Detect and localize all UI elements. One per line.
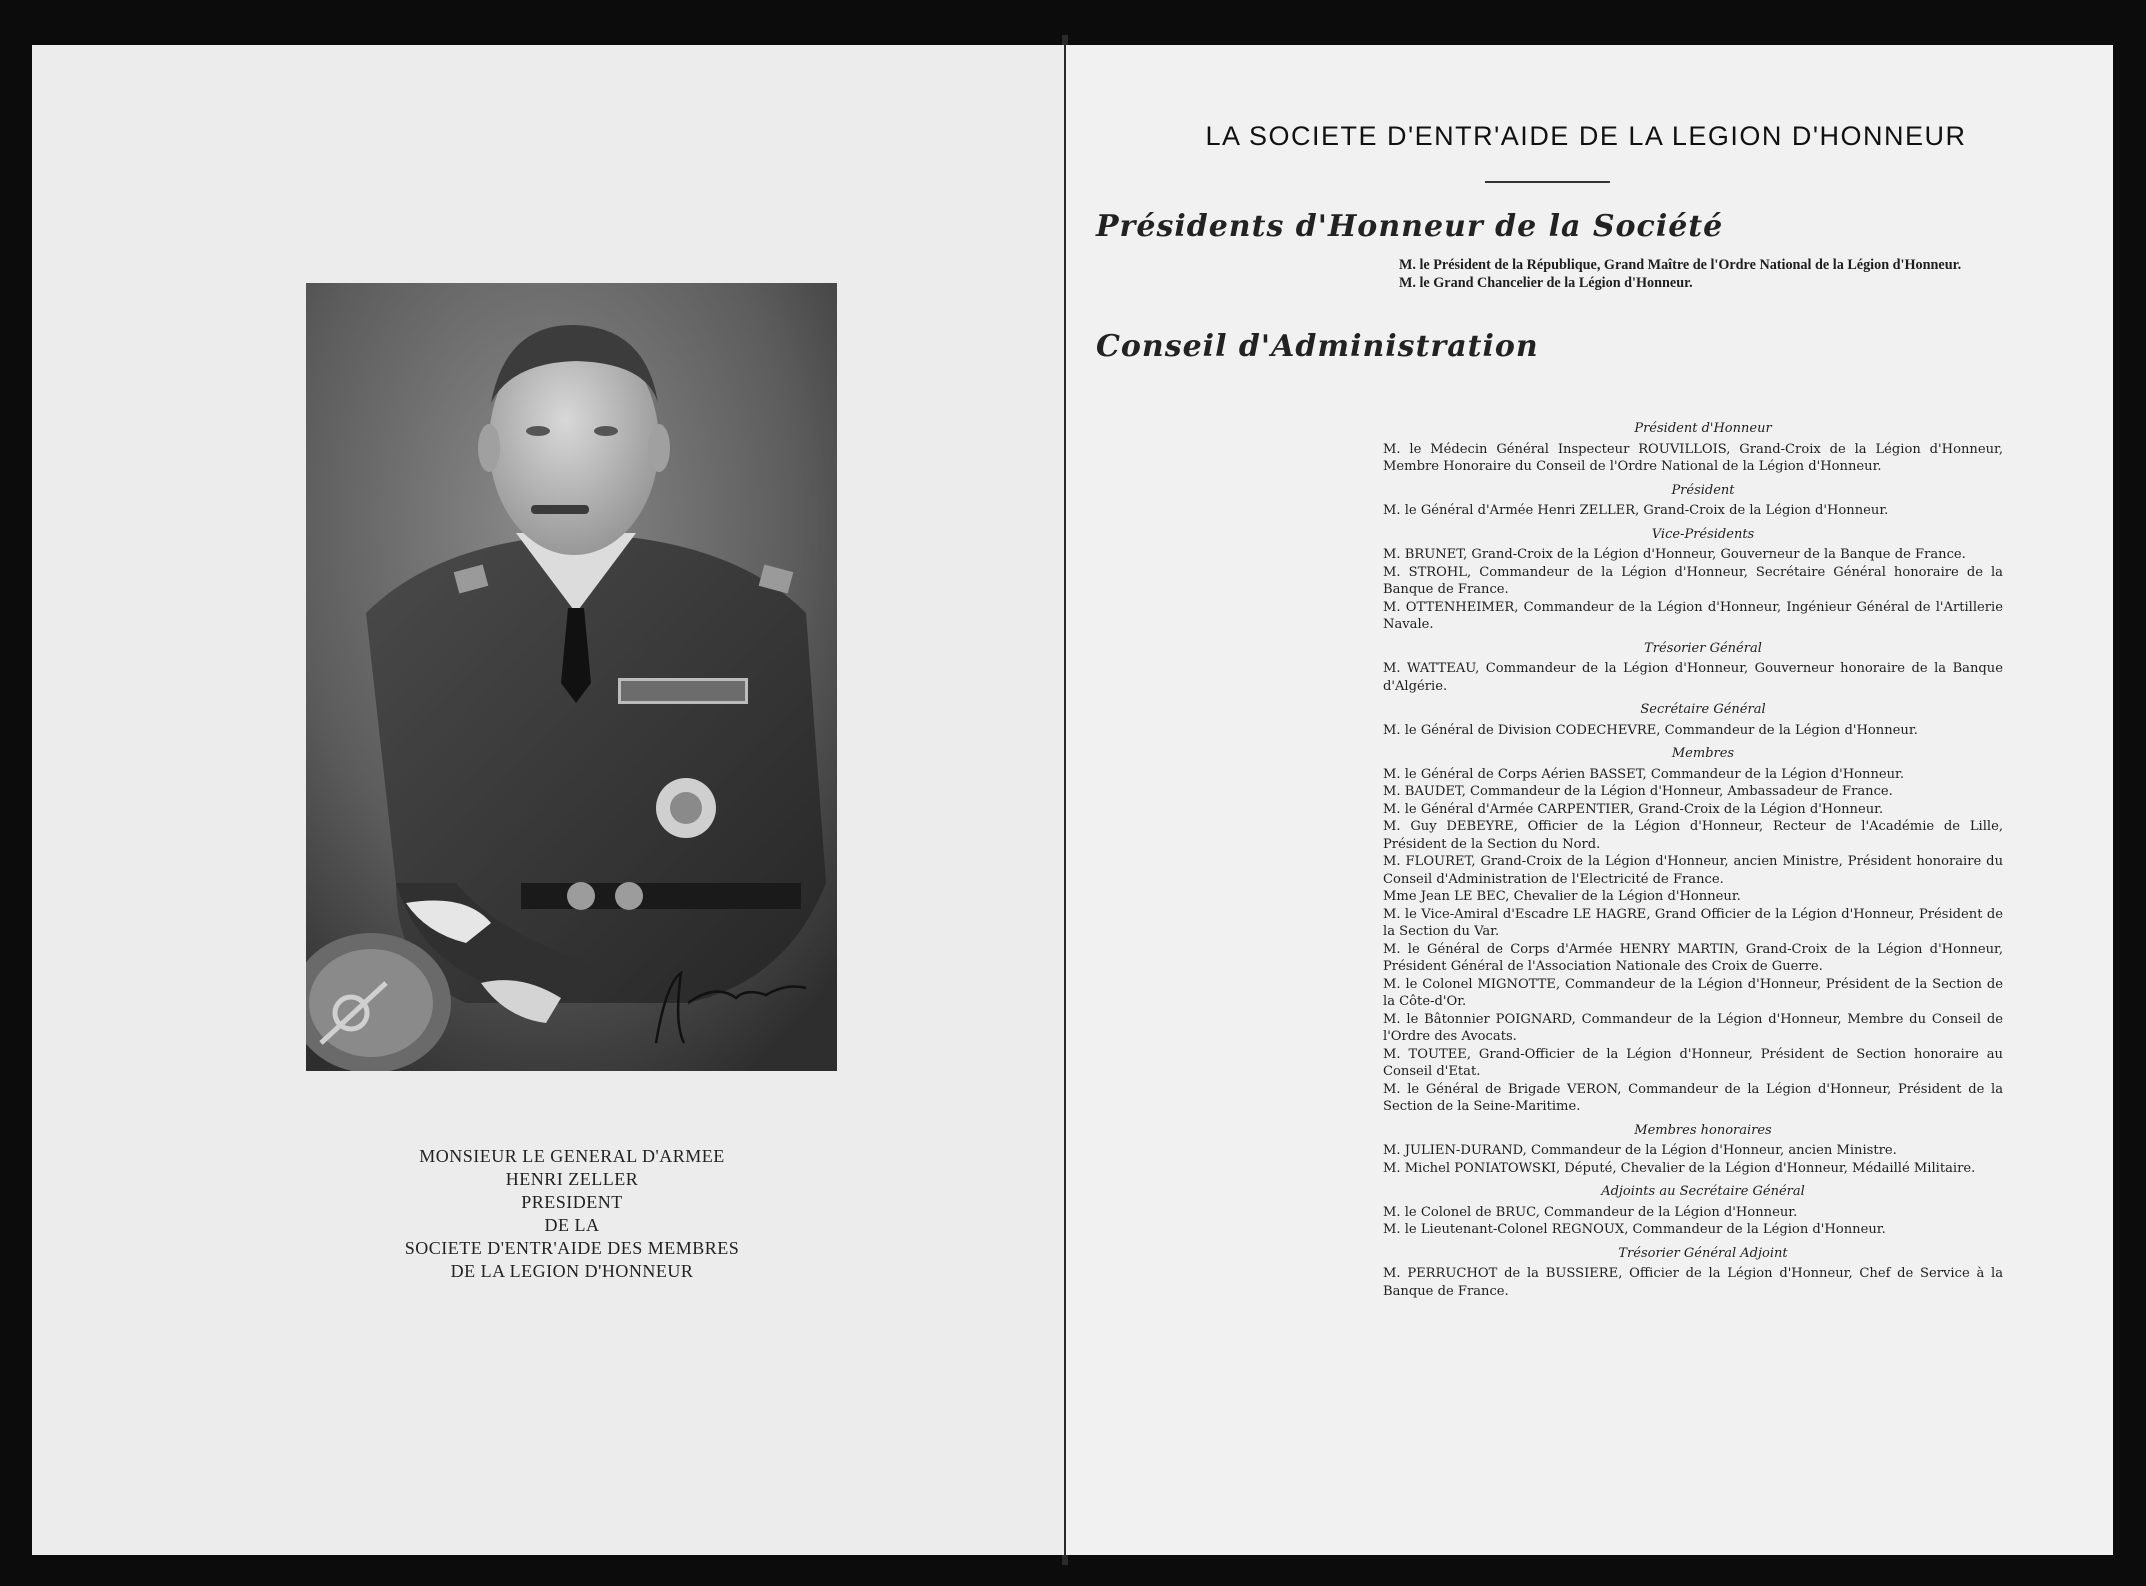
caption-line: DE LA xyxy=(544,1215,600,1235)
council-role-heading: Membres honoraires xyxy=(1634,1122,1772,1138)
page-title: LA SOCIETE D'ENTR'AIDE DE LA LEGION D'HONNEUR xyxy=(1205,121,1967,151)
council-heading: Conseil d'Administration xyxy=(1096,329,1539,364)
council-member-entry: M. le Général de Corps d'Armée HENRY MARTIN, Grand-Croix de la Légion d'Honneur, Président Général de l'Association Nationale des Croix de Guerre. xyxy=(1383,941,2003,974)
council-role-heading: Trésorier Général Adjoint xyxy=(1618,1245,1788,1261)
council-role-heading: Adjoints au Secrétaire Général xyxy=(1601,1184,1805,1199)
council-member-entry: M. le Colonel MIGNOTTE, Commandeur de la Légion d'Honneur, Président de la Section de la Côte-d'Or. xyxy=(1383,976,2003,1009)
council-member-entry: M. le Bâtonnier POIGNARD, Commandeur de la Légion d'Honneur, Membre du Conseil de l'Ordre des Avocats. xyxy=(1383,1011,2003,1044)
council-member-entry: M. WATTEAU, Commandeur de la Légion d'Honneur, Gouverneur honoraire de la Banque d'Algérie. xyxy=(1383,661,2003,694)
council-member-entry: M. STROHL, Commandeur de la Légion d'Honneur, Secrétaire Général honoraire de la Banque de France. xyxy=(1383,564,2003,597)
portrait-photo xyxy=(306,283,837,1071)
council-role-heading: Membres xyxy=(1671,746,1735,761)
caption-line: MONSIEUR LE GENERAL D'ARMEE xyxy=(419,1146,725,1166)
title-rule xyxy=(1485,181,1610,183)
council-member-entry: M. le Médecin Général Inspecteur ROUVILLOIS, Grand-Croix de la Légion d'Honneur, Membre Honoraire du Conseil de l'Ordre National de la Légion d'Honneur. xyxy=(1383,441,2003,474)
council-member-entry: M. le Vice-Amiral d'Escadre LE HAGRE, Grand Officier de la Légion d'Honneur, Président de la Section du Var. xyxy=(1383,906,2003,939)
council-member-entry: M. PERRUCHOT de la BUSSIERE, Officier de la Légion d'Honneur, Chef de Service à la Banque de France. xyxy=(1383,1266,2003,1299)
council-role-heading: Vice-Présidents xyxy=(1651,526,1755,542)
honorary-presidents-list xyxy=(1399,257,2004,292)
council-member-entry: Mme Jean LE BEC, Chevalier de la Légion d'Honneur. xyxy=(1383,889,1741,904)
council-member-entry: M. le Général de Brigade VERON, Commandeur de la Légion d'Honneur, Président de la Section de la Seine-Maritime. xyxy=(1383,1081,2003,1114)
right-page xyxy=(1066,45,2113,1555)
council-role-heading: Secrétaire Général xyxy=(1640,702,1766,717)
council-member-entry: M. TOUTEE, Grand-Officier de la Légion d'Honneur, Président de Section honoraire au Conseil d'Etat. xyxy=(1383,1046,2003,1079)
caption-line: HENRI ZELLER xyxy=(505,1169,639,1189)
council-member-entry: M. Guy DEBEYRE, Officier de la Légion d'Honneur, Recteur de l'Académie de Lille, Président de la Section du Nord. xyxy=(1383,819,2003,852)
council-role-heading: Président d'Honneur xyxy=(1634,421,1772,436)
council-member-entry: M. le Général de Corps Aérien BASSET, Commandeur de la Légion d'Honneur. xyxy=(1383,766,1905,782)
council-member-entry: M. OTTENHEIMER, Commandeur de la Légion d'Honneur, Ingénieur Général de l'Artillerie Navale. xyxy=(1383,599,2003,632)
council-member-entry: M. BAUDET, Commandeur de la Légion d'Honneur, Ambassadeur de France. xyxy=(1383,784,1893,799)
left-page xyxy=(32,45,1064,1555)
council-member-entry: M. le Général de Division CODECHEVRE, Commandeur de la Légion d'Honneur. xyxy=(1383,722,1918,738)
council-member-entry: M. Michel PONIATOWSKI, Député, Chevalier de la Légion d'Honneur, Médaillé Militaire. xyxy=(1383,1160,1976,1176)
honorary-presidents-heading: Présidents d'Honneur de la Société xyxy=(1096,209,1724,244)
council-role-heading: Trésorier Général xyxy=(1644,640,1762,656)
council-member-entry: M. JULIEN-DURAND, Commandeur de la Légion d'Honneur, ancien Ministre. xyxy=(1383,1143,1897,1158)
council-member-entry: M. le Colonel de BRUC, Commandeur de la Légion d'Honneur. xyxy=(1383,1204,1798,1220)
council-list xyxy=(1383,414,2003,1300)
council-member-entry: M. le Lieutenant-Colonel REGNOUX, Commandeur de la Légion d'Honneur. xyxy=(1383,1222,1886,1237)
council-member-entry: M. BRUNET, Grand-Croix de la Légion d'Honneur, Gouverneur de la Banque de France. xyxy=(1383,547,1966,562)
council-member-entry: M. le Général d'Armée Henri ZELLER, Grand-Croix de la Légion d'Honneur. xyxy=(1383,503,1889,518)
council-member-entry: M. FLOURET, Grand-Croix de la Légion d'Honneur, ancien Ministre, Président honoraire du Conseil d'Administration de l'Electricité de France. xyxy=(1383,854,2003,887)
honorary-president-entry: M. le Président de la République, Grand Maître de l'Ordre National de la Légion d'Honneur. xyxy=(1399,257,1962,273)
caption-line: DE LA LEGION D'HONNEUR xyxy=(450,1261,694,1281)
caption-line: SOCIETE D'ENTR'AIDE DES MEMBRES xyxy=(404,1238,740,1258)
honorary-president-entry: M. le Grand Chancelier de la Légion d'Honneur. xyxy=(1399,274,1693,291)
caption-line: PRESIDENT xyxy=(521,1192,623,1212)
council-member-entry: M. le Général d'Armée CARPENTIER, Grand-Croix de la Légion d'Honneur. xyxy=(1383,801,1884,817)
council-role-heading: Président xyxy=(1671,482,1735,498)
portrait-caption xyxy=(232,1145,912,1283)
